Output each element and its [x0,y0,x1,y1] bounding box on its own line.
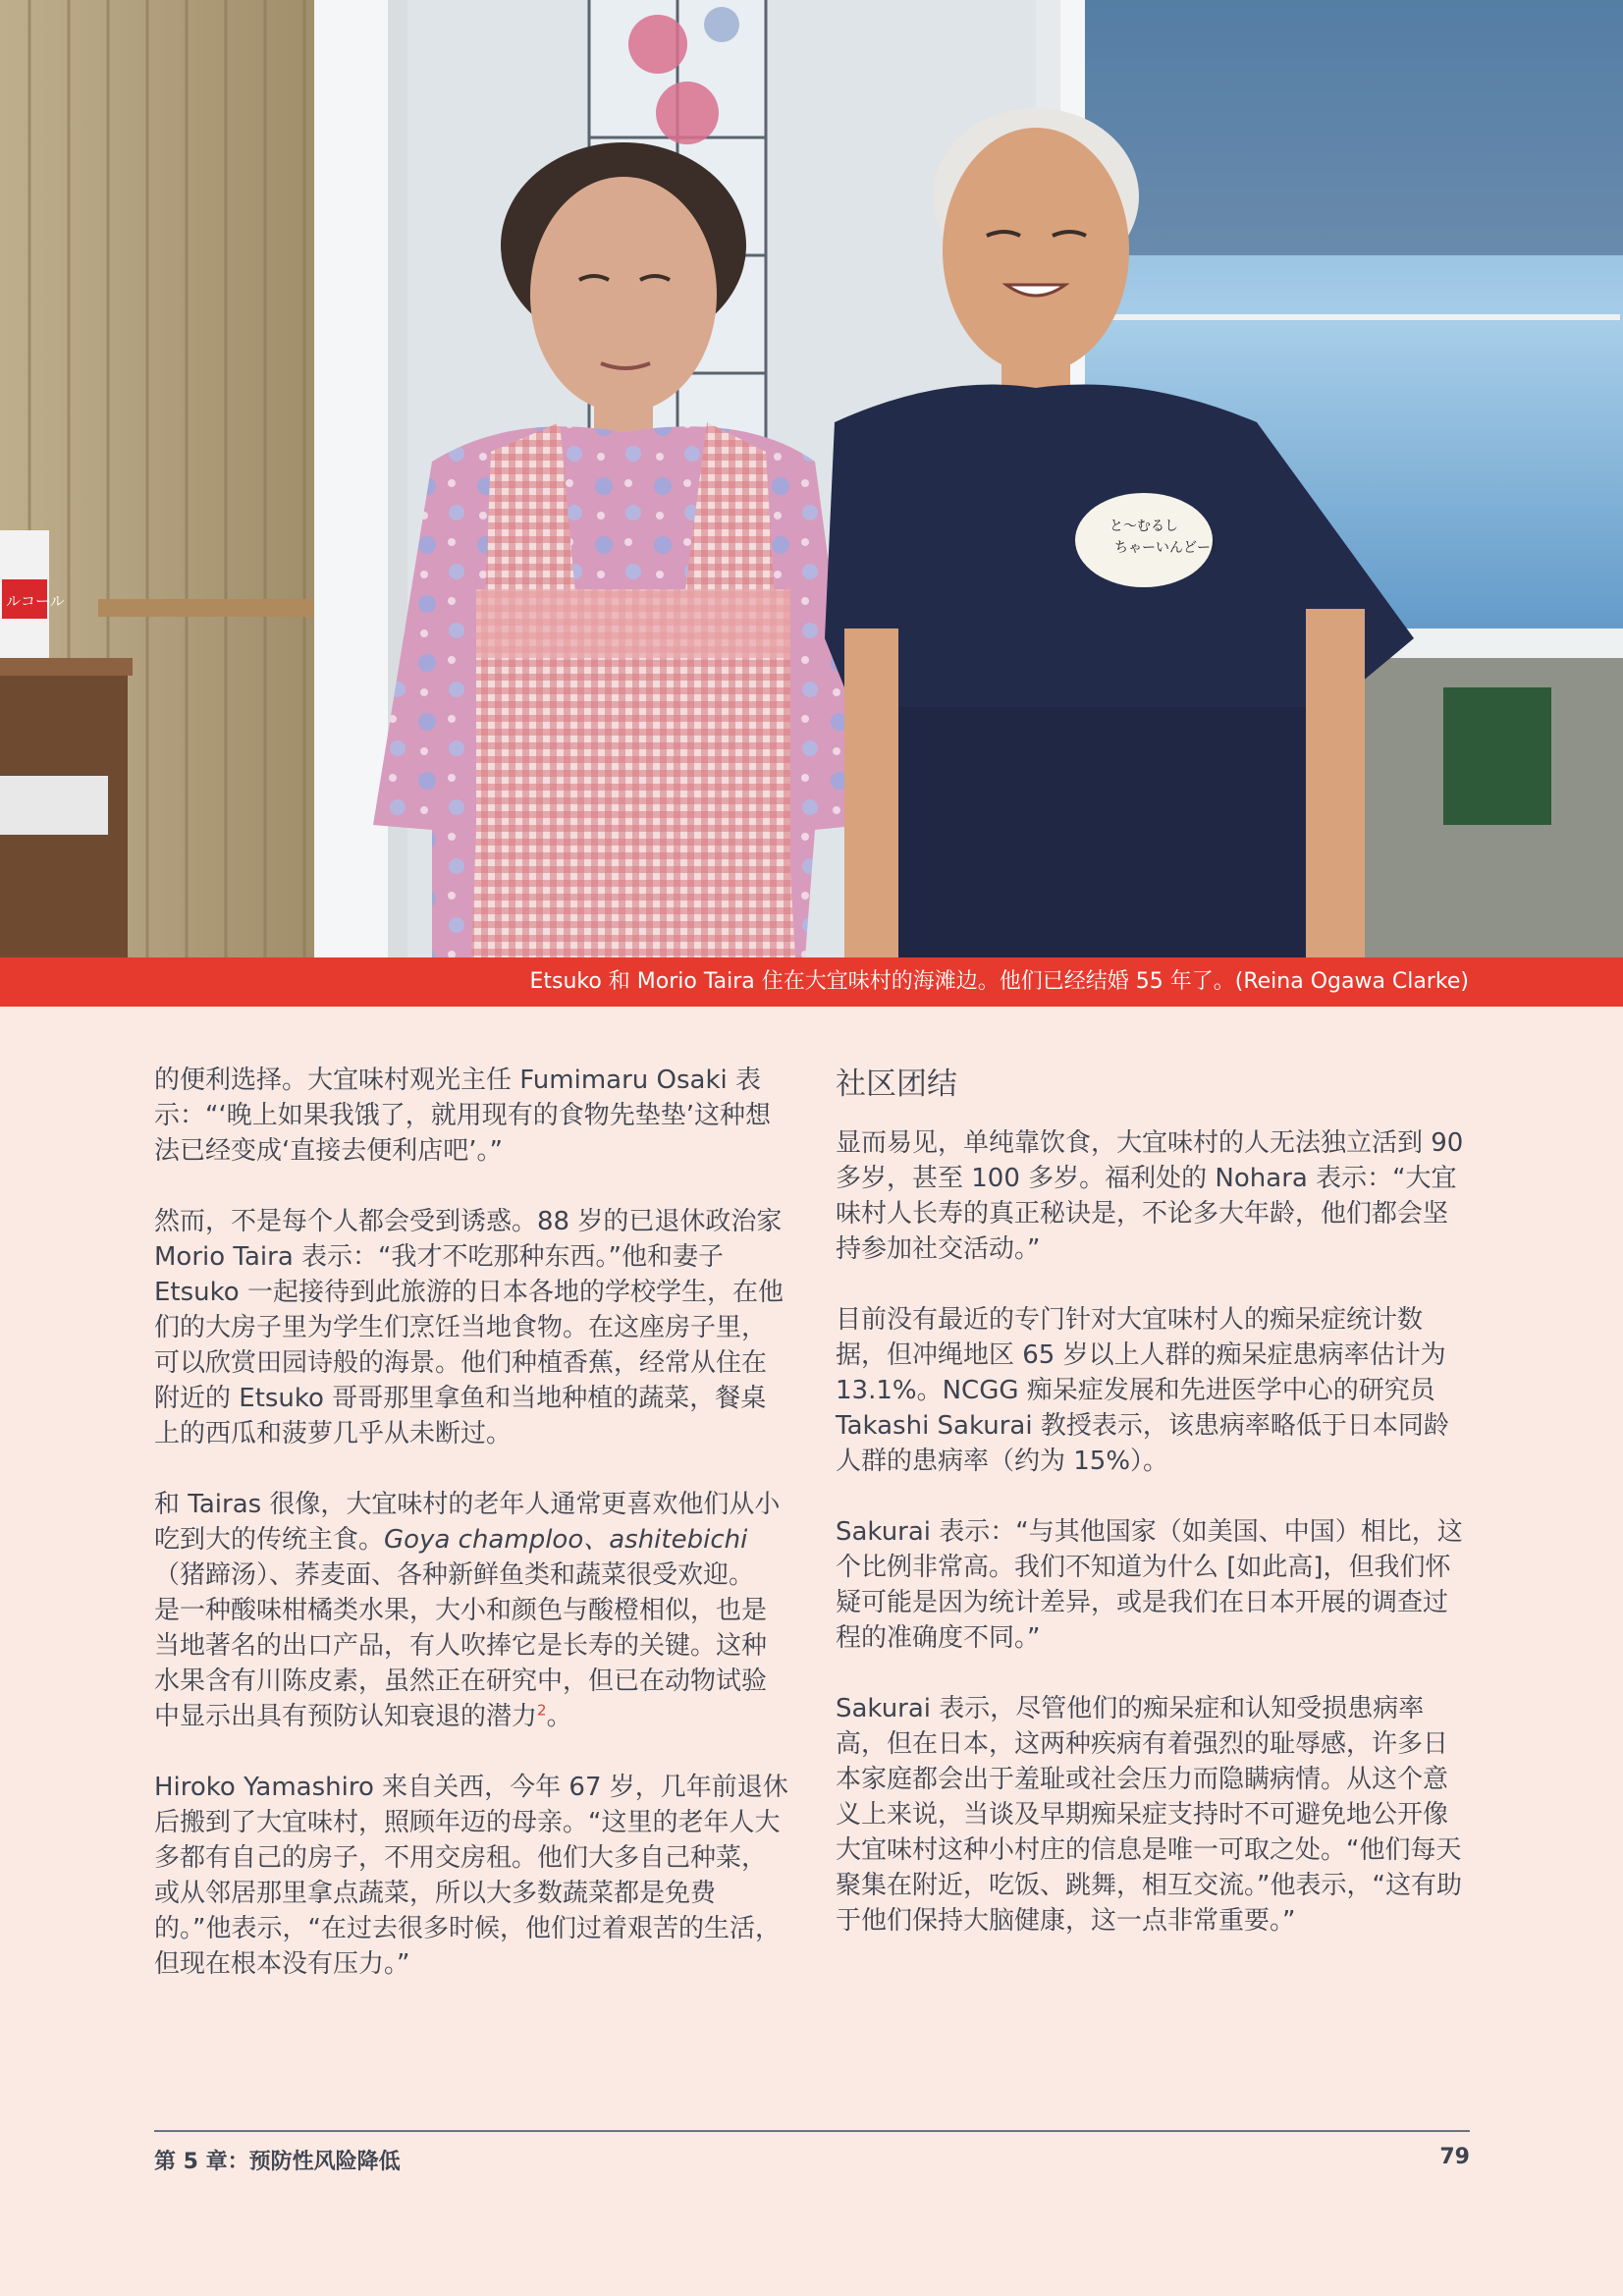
paragraph-text: 和 Tairas 很像，大宜味村的老年人通常更喜欢他们从小吃到大的传统主食。 [154,1490,781,1555]
paragraph: Sakurai 表示，尽管他们的痴呆症和认知受损患病率高，但在日本，这两种疾病有着强烈的耻辱感，许多日本家庭都会出于羞耻或社会压力而隐瞒病情。从这个意义上来说，当谈及早期痴呆症支持时不可避免地公开像大宜味村这种小村庄的信息是唯一可取之处。“他们每天聚集在附近，吃饭、跳舞，相互交流。”他表示，“这有助于他们保持大脑健康，这一点非常重要。” [836,1694,1462,1936]
chapter-title: 第 5 章：预防性风险降低 [154,2150,401,2174]
paragraph: 的便利选择。大宜味村观光主任 Fumimaru Osaki 表示：“‘晚上如果我饿了，就用现有的食物先垫垫’这种想法已经变成‘直接去便利店吧’。” [154,1066,771,1166]
right-column [836,1063,1472,1974]
sign-text: ルコール [6,592,65,610]
shirt-print-2: ちゃーいんどー！ [1114,540,1224,556]
photo-caption: Etsuko 和 Morio Taira 住在大宜味村的海滩边。他们已经结婚 55 年了。(Reina Ogawa Clarke) [529,969,1469,994]
paragraph-text: （猪蹄汤）、荞麦面、各种新鲜鱼类和蔬菜很受欢迎。 是一种酸味柑橘类水果，大小和颜色与酸橙相似，也是当地著名的出口产品，有人吹捧它是长寿的关键。这种水果含有川陈皮素，虽然正在研究中，但已在动物试验中显示出具有预防认知衰退的潜力 [154,1560,768,1731]
paragraph: Sakurai 表示：“与其他国家（如美国、中国）相比，这个比例非常高。我们不知道为什么 [如此高]，但我们怀疑可能是因为统计差异，或是我们在日本开展的调查过程的准确度不同。” [836,1517,1463,1653]
couple-photo [0,0,1623,957]
footnote-reference[interactable]: 2 [537,1701,547,1720]
footer-divider [154,2130,1470,2132]
paragraph-text: 。 [546,1702,572,1731]
left-column [154,1063,790,2017]
paragraph [154,1487,790,1734]
section-heading: 社区团结 [836,1066,957,1102]
paragraph: 显而易见，单纯靠饮食，大宜味村的人无法独立活到 90 多岁，甚至 100 多岁。福利处的 Nohara 表示：“大宜味村人长寿的真正秘诀是，不论多大年龄，他们都会坚持参加社交活动。” [836,1128,1464,1264]
caption-bar [0,957,1623,1007]
page-number: 79 [1439,2145,1470,2169]
paragraph: 目前没有最近的专门针对大宜味村人的痴呆症统计数据，但冲绳地区 65 岁以上人群的痴呆症患病率估计为 13.1%。NCGG 痴呆症发展和先进医学中心的研究员 Takashi Sakurai 教授表示，该患病率略低于日本同龄人群的患病率（约为 15%）。 [836,1305,1449,1476]
paragraph: 然而，不是每个人都会受到诱惑。88 岁的已退休政治家 Morio Taira 表示：“我才不吃那种东西。”他和妻子 Etsuko 一起接待到此旅游的日本各地的学校学生，在他们的大房子里为学生们烹饪当地食物。在这座房子里，可以欣赏田园诗般的海景。他们种植香蕉，经常从住在附近的 Etsuko 哥哥那里拿鱼和当地种植的蔬菜，餐桌上的西瓜和菠萝几乎从未断过。 [154,1207,784,1449]
shirt-print: と～むるし [1109,519,1178,534]
italic-dish-names: Goya champloo、ashitebichi [384,1525,748,1555]
paragraph: Hiroko Yamashiro 来自关西，今年 67 岁，几年前退休后搬到了大宜味村，照顾年迈的母亲。“这里的老年人大多都有自己的房子，不用交房租。他们大多自己种菜，或从邻居那里拿点蔬菜，所以大多数蔬菜都是免费的。”他表示，“在过去很多时候，他们过着艰苦的生活，但现在根本没有压力。” [154,1773,788,1979]
